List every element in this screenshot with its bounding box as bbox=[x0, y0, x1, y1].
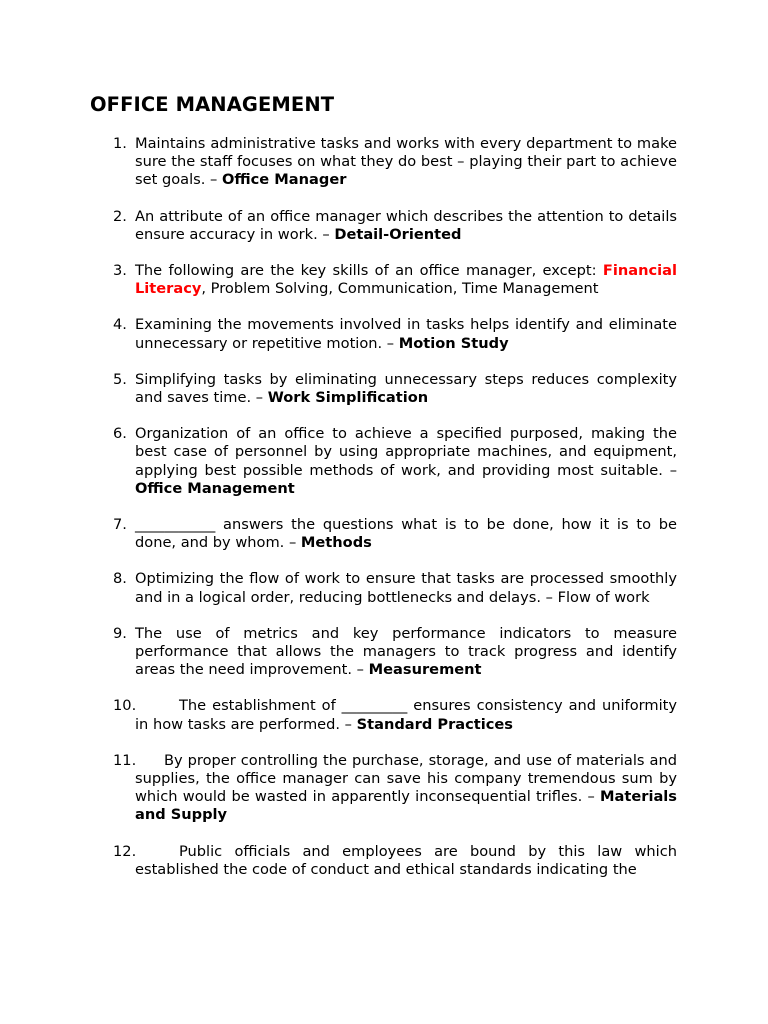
item-text bbox=[135, 425, 677, 498]
answer-text: Office Manager bbox=[221, 171, 347, 189]
list-item bbox=[0, 371, 768, 407]
list-item bbox=[0, 752, 768, 825]
item-text bbox=[135, 752, 677, 825]
answer-text: Work Simplification bbox=[267, 389, 429, 407]
highlighted-answer: Financial Literacy bbox=[135, 262, 677, 298]
item-number: 9. bbox=[113, 624, 127, 642]
question-text: Examining the movements involved in tasks helps identify and eliminate unnecessary or repetitive motion. – bbox=[135, 316, 677, 352]
item-number: 8. bbox=[113, 570, 127, 588]
question-text: ___________ answers the questions what is to be done, how it is to be done, and by whom. – bbox=[135, 516, 677, 552]
list-item bbox=[0, 425, 768, 498]
item-text bbox=[135, 371, 677, 407]
list-item bbox=[0, 208, 768, 244]
answer-text: Measurement bbox=[368, 661, 482, 679]
question-text: Simplifying tasks by eliminating unnecessary steps reduces complexity and saves time. – bbox=[135, 370, 677, 407]
item-text bbox=[135, 208, 677, 244]
question-text: Maintains administrative tasks and works with every department to make sure the staff focuses on what they do best – playing their part to achieve set goals. – bbox=[135, 135, 677, 189]
document-title: OFFICE MANAGEMENT bbox=[90, 93, 335, 116]
question-text: Public officials and employees are bound by this law which established the code of conduct and ethical standards indicating the bbox=[135, 842, 677, 878]
item-number: 12. bbox=[113, 842, 137, 860]
question-text-rest: , Problem Solving, Communication, Time Management bbox=[201, 280, 599, 298]
item-number: 6. bbox=[113, 425, 127, 443]
item-number: 1. bbox=[113, 135, 127, 152]
item-number: 3. bbox=[113, 262, 127, 280]
question-text: The establishment of _________ ensures consistency and uniformity in how tasks are performed. – bbox=[135, 697, 677, 733]
answer-text: Standard Practices bbox=[356, 715, 513, 733]
list-item bbox=[0, 135, 768, 190]
list-item bbox=[0, 570, 768, 606]
answer-text: Office Management bbox=[135, 479, 295, 497]
question-text: Organization of an office to achieve a specified purposed, making the best case of personnel by using appropriate machines, and equipment, applying best possible methods of work, and providing most suitable. – bbox=[135, 425, 677, 479]
item-number: 2. bbox=[113, 207, 127, 225]
answer-text: Materials and Supply bbox=[135, 788, 677, 824]
list-item bbox=[0, 625, 768, 680]
question-text: The use of metrics and key performance indicators to measure performance that allows the managers to track progress and identify areas the need improvement. – bbox=[135, 624, 677, 679]
item-number: 11. bbox=[113, 751, 137, 769]
item-number: 7. bbox=[113, 516, 127, 534]
item-number: 4. bbox=[113, 316, 127, 334]
item-text bbox=[135, 316, 677, 352]
question-list bbox=[0, 135, 768, 897]
item-text bbox=[135, 625, 677, 680]
item-text bbox=[135, 135, 677, 190]
item-text bbox=[135, 697, 677, 733]
item-text bbox=[135, 262, 677, 298]
list-item bbox=[0, 316, 768, 352]
answer-text: Detail-Oriented bbox=[334, 225, 462, 243]
item-number: 10. bbox=[113, 697, 137, 715]
item-number: 5. bbox=[113, 370, 127, 388]
answer-text: Motion Study bbox=[398, 334, 509, 352]
question-text: The following are the key skills of an office manager, except: bbox=[135, 262, 603, 280]
question-text: An attribute of an office manager which describes the attention to details ensure accuracy in work. – bbox=[135, 207, 677, 243]
question-text: By proper controlling the purchase, storage, and use of materials and supplies, the office manager can save his company tremendous sum by which would be wasted in apparently inconsequential trifles. – bbox=[135, 751, 677, 806]
list-item bbox=[0, 516, 768, 552]
item-text bbox=[135, 570, 677, 606]
list-item bbox=[0, 262, 768, 298]
answer-text: Methods bbox=[300, 534, 372, 552]
question-text: Optimizing the flow of work to ensure that tasks are processed smoothly and in a logical order, reducing bottlenecks and delays. – Flow of work bbox=[135, 570, 677, 606]
item-text bbox=[135, 516, 677, 552]
list-item bbox=[0, 843, 768, 879]
list-item bbox=[0, 697, 768, 733]
item-text bbox=[135, 843, 677, 879]
